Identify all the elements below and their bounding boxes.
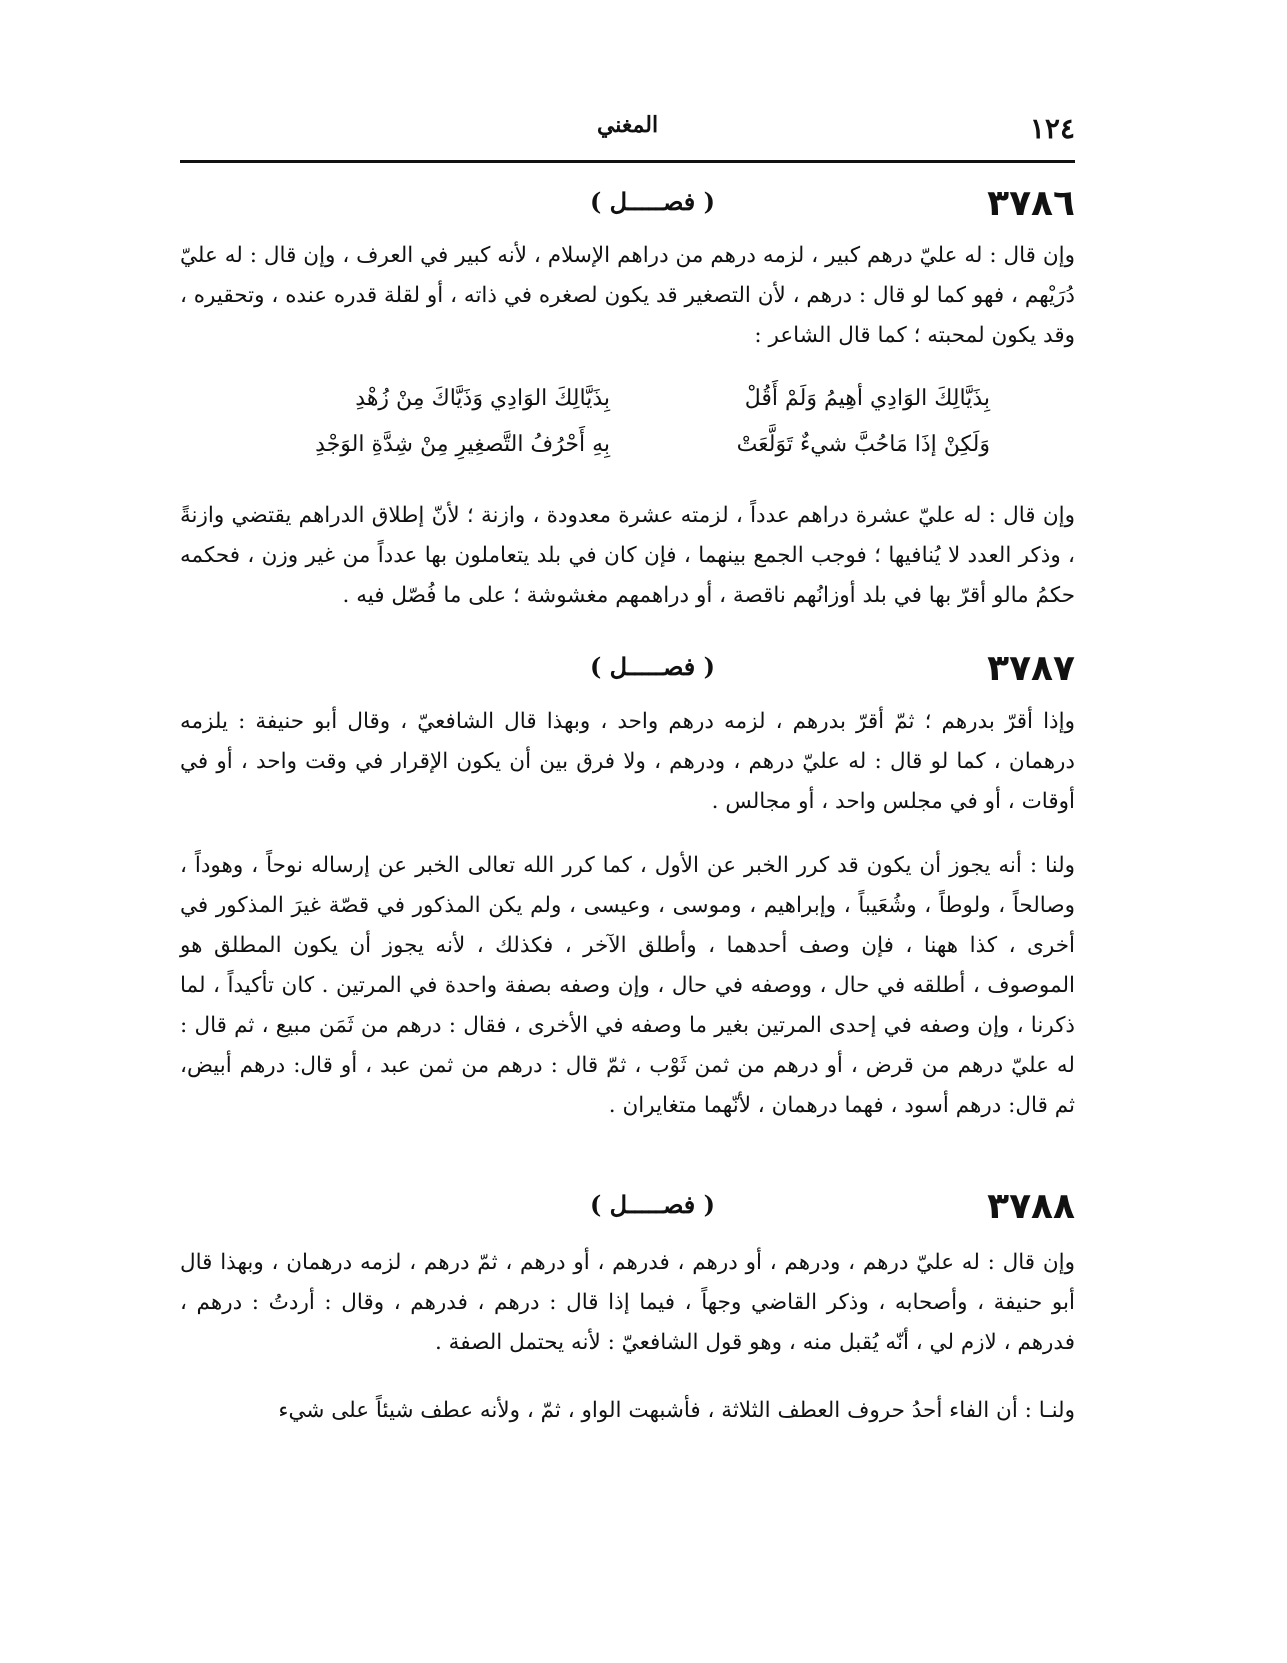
paragraph: ولنـا : أن الفاء أحدُ حروف العطف الثلاثة ، فأشبهت الواو ، ثمّ ، ولأنه عطف شيئاً على شيء [278, 1398, 1075, 1423]
poem-hemistich-second: بِهِ أَحْرُفُ التَّصغِيرِ مِنْ شِدَّةِ الوَجْدِ [315, 432, 610, 457]
poem-hemistich-first: وَلَكِنْ إذَا مَاحُبَّ شيءٌ تَوَلَّعَتْ [736, 432, 990, 457]
section-label: ( فصـــــل ) [589, 1190, 715, 1219]
section-number: ٣٧٨٧ [987, 648, 1075, 689]
running-title: المغني [596, 112, 659, 138]
poem-verse [260, 432, 990, 478]
paragraph: وإن قال : له عليّ درهم ، ودرهم ، أو درهم ، فدرهم ، أو درهم ، ثمّ درهم ، لزمه درهمان ، وبهذا قال أبو حنيفة ، وأصحابه ، وذكر القاضي وجهاً ، فيما إذا قال : درهم ، فدرهم ، وقال : أردتُ : درهم ، فدرهم ، لازم لي ، أنّه يُقبل منه ، وهو قول الشافعيّ : لأنه يحتمل الصفة . [180, 1250, 1075, 1355]
section-heading-3787 [180, 648, 1075, 700]
paragraph: وإن قال : له عليّ درهم كبير ، لزمه درهم من دراهم الإسلام ، لأنه كبير في العرف ، وإن قال : له عليّ دُرَيْهم ، فهو كما لو قال : درهم ، لأن التصغير قد يكون لصغره في ذاته ، أو لقلة قدره عنده ، وتحقيره ، وقد يكون لمحبته ؛ كما قال الشاعر : [180, 243, 1075, 348]
poem [260, 386, 990, 478]
page-header [180, 112, 1075, 152]
section-label: ( فصـــــل ) [589, 187, 715, 216]
poem-verse [260, 386, 990, 432]
poem-hemistich-second: بِذَيَّالِكَ الوَادِي وَذَيَّاكَ مِنْ زُهْدِ [355, 386, 610, 411]
section-number: ٣٧٨٨ [987, 1186, 1075, 1227]
paragraph: وإذا أقرّ بدرهم ؛ ثمّ أقرّ بدرهم ، لزمه درهم واحد ، وبهذا قال الشافعيّ ، وقال أبو حنيفة : يلزمه درهمان ، كما لو قال : له عليّ درهم ، ودرهم ، ولا فرق بين أن يكون الإقرار في وقت واحد ، أو في أوقات ، أو في مجلس واحد ، أو مجالس . [180, 709, 1075, 814]
section-number: ٣٧٨٦ [987, 183, 1075, 224]
poem-hemistich-first: بِذَيَّالِكَ الوَادِي أهِيمُ وَلَمْ أَقُلْ [744, 386, 990, 411]
paragraph: وإن قال : له عليّ عشرة دراهم عدداً ، لزمته عشرة معدودة ، وازنة ؛ لأنّ إطلاق الدراهم يقتضي وازنةً ، وذكر العدد لا يُنافيها ؛ فوجب الجمع بينهما ، فإن كان في بلد يتعاملون بها عدداً من غير وزن ، فحكمه حكمُ مالو أقرّ بها في بلد أوزانُهم ناقصة ، أو دراهمهم مغشوشة ؛ على ما فُصّل فيه . [180, 503, 1075, 608]
paragraph: ولنا : أنه يجوز أن يكون قد كرر الخبر عن الأول ، كما كرر الله تعالى الخبر عن إرساله نوحاً ، وهوداً ، وصالحاً ، ولوطاً ، وشُعَيباً ، وإبراهيم ، وموسى ، وعيسى ، ولم يكن المذكور في قصّة غيرَ المذكور في أخرى ، كذا ههنا ، فإن وصف أحدهما ، وأطلق الآخر ، فكذلك ، لأنه يجوز أن يكون المطلق هو الموصوف ، أطلقه في حال ، ووصفه في حال ، وإن وصفه بصفة واحدة في المرتين . كان تأكيداً ، لما ذكرنا ، وإن وصفه في إحدى المرتين بغير ما وصفه في الأخرى ، فقال : درهم من ثَمَن مبيع ، ثم قال : له عليّ درهم من قرض ، أو درهم من ثمن ثَوْب ، ثمّ قال : درهم من ثمن عبد ، أو قال: درهم أبيض، ثم قال: درهم أسود ، فهما درهمان ، لأنّهما متغايران . [180, 853, 1075, 1118]
section-heading-3788 [180, 1186, 1075, 1238]
header-rule [180, 160, 1075, 163]
section-label: ( فصـــــل ) [589, 652, 715, 681]
page-number: ١٢٤ [1029, 112, 1075, 145]
section-heading-3786 [180, 183, 1075, 235]
